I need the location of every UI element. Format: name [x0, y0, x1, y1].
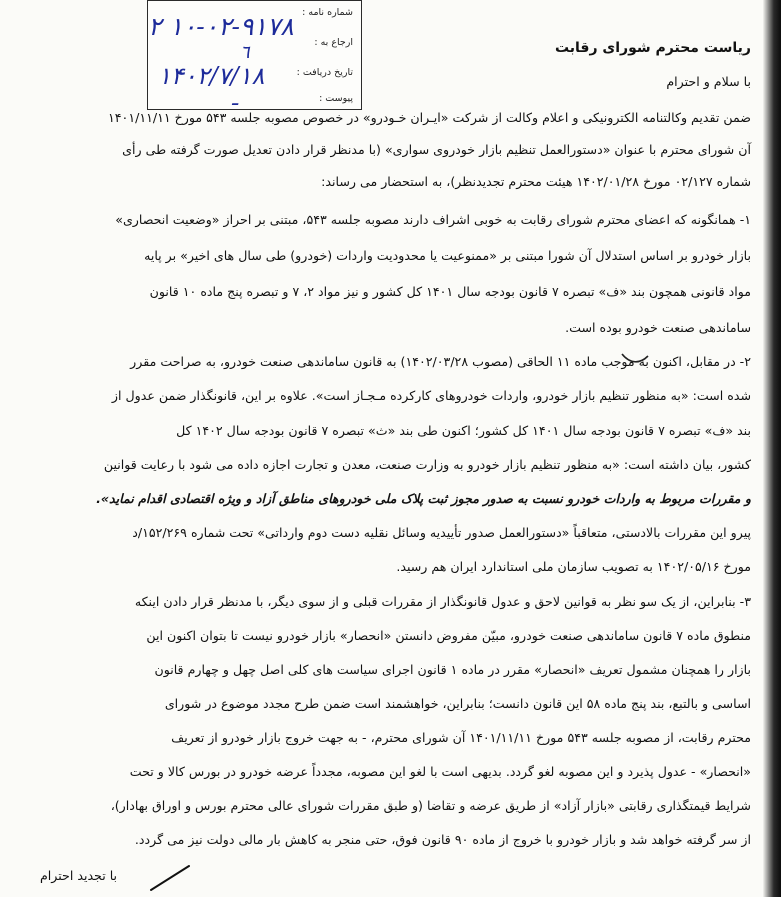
para3-line-5: محترم رقابت، از مصوبه جلسه ۵۴۳ مورخ ۱۴۰۱/۱۱/۱۱ آن شورای محترم، - به جهت خروج بازار خودرو از تعریف	[171, 730, 751, 745]
para3-line-7: شرایط قیمتگذاری رقابتی «بازار آزاد» از طریق عرضه و تقاضا (و طبق مقررات شورای عالی محترم بورس و اوراق بهادار)،	[110, 798, 751, 813]
scan-edge	[763, 0, 781, 897]
para3-line-4: اساسی و بالتبع، بند پنج ماده ۵۸ این قانون دانست؛ بنابراین، خواهشمند است ضمن طرح مجدد موضوع در شورای	[164, 696, 751, 711]
intro-line-2: آن شورای محترم با عنوان «دستورالعمل تنظیم بازار خودروی سواری» (با مدنظر قرار دادن تعدیل صورت گرفته طی رأی	[122, 142, 751, 157]
para2-line-1: ۲- در مقابل، اکنون به موجب ماده ۱۱ الحاقی (مصوب ۱۴۰۲/۰۳/۲۸) به قانون ساماندهی صنعت خودرو، به صراحت مقرر	[130, 354, 751, 369]
para2-line-2: شده است: «به منظور تنظیم بازار خودرو، واردات خودروهای کارکرده مـجـاز است». علاوه بر این، قانونگذار ضمن عدول از	[111, 388, 751, 403]
stamp-label-number: شماره نامه :	[302, 7, 353, 18]
stamp-label-attachment: پیوست :	[319, 93, 353, 104]
intro-line-1: ضمن تقدیم وکالتنامه الکترونیکی و اعلام وکالت از شرکت «ایـران خـودرو» در خصوص مصوبه جلسه ۵۴۳ مورخ ۱۴۰۱/۱۱/۱۱	[108, 110, 751, 125]
closing-line: با تجدید احترام	[40, 868, 118, 883]
margin-tick-mark	[620, 352, 650, 368]
para2-line-5: و مقررات مربوط به واردات خودرو نسبت به صدور مجوز ثبت پلاک ملی خودروهای مناطق آزاد و ویژه اقتصادی اقدام نماید».	[96, 491, 751, 506]
para1-line-1: ۱- همانگونه که اعضای محترم شورای رقابت به خوبی اشراف دارند مصوبه جلسه ۵۴۳، مبتنی بر احراز «وضعیت انحصاری»	[115, 212, 751, 227]
signature-stroke	[145, 862, 195, 892]
para2-line-6: پیرو این مقررات بالادستی، متعاقباً «دستورالعمل صدور تأییدیه وسائل نقلیه دست دوم وارداتی» تحت شماره ۱۵۲/۲۶۹/د	[132, 525, 751, 540]
recipient-line: ریاست محترم شورای رقابت	[554, 40, 751, 56]
handwritten-letter-number: ۲ ۱۰-۰۲-۹۱۷۸	[148, 12, 294, 41]
para1-line-4: ساماندهی صنعت خودرو بوده است.	[565, 320, 751, 335]
intro-line-3: شماره ۰۲/۱۲۷ مورخ ۱۴۰۲/۰۱/۲۸ هیئت محترم تجدیدنظر)، به استحضار می رساند:	[321, 174, 751, 189]
para3-line-2: منطوق ماده ۷ قانون ساماندهی صنعت خودرو، مبیّن مفروض دانستن «انحصار» بازار خودرو نیست تا بتوان اکنون این	[146, 628, 751, 643]
para2-line-7: مورخ ۱۴۰۲/۰۵/۱۶ به تصویب سازمان ملی استاندارد ایران هم رسید.	[396, 559, 751, 574]
para3-line-1: ۳- بنابراین، از یک سو نظر به قوانین لاحق و عدول قانونگذار از مقررات قبلی و از سوی دیگر، با مدنظر قرار دادن اینکه	[134, 594, 751, 609]
para1-line-3: مواد قانونی همچون بند «ف» تبصره ۷ قانون بودجه سال ۱۴۰۱ کل کشور و نیز مواد ۲، ۷ و تبصره پنج ماده ۱۰ قانون	[149, 284, 751, 299]
greeting-line: با سلام و احترام	[666, 74, 751, 89]
handwritten-reference: ٦	[240, 42, 250, 63]
handwritten-attachment: ـ	[232, 86, 238, 110]
para3-line-3: بازار را همچنان مشمول تعریف «انحصار» مقرر در ماده ۱ قانون اجرای سیاست های کلی اصل چهل و چهارم قانون	[154, 662, 751, 677]
para3-line-8: از سر گرفته خواهد شد و بازار خودرو با خروج از ماده ۹۰ قانون فوق، حتی منجر به کاهش بار مالی دولت نیز می گردد.	[134, 832, 751, 847]
para2-line-4: کشور، بیان داشته است: «به منظور تنظیم بازار خودرو به وزارت صنعت، معدن و تجارت اجازه داده می شود با رعایت قوانین	[103, 457, 751, 472]
stamp-label-received: تاریخ دریافت :	[296, 67, 353, 78]
handwritten-received-date: ۱۴۰۲/۷/۱۸	[158, 62, 265, 90]
para1-line-2: بازار خودرو بر اساس استدلال آن شورا مبتنی بر «ممنوعیت یا محدودیت واردات (خودرو) طی سال های اخیر» بر پایه	[144, 248, 751, 263]
para3-line-6: «انحصار» - عدول پذیرد و این مصوبه لغو گردد. بدیهی است با لغو این مصوبه، مجدداً عرضه خودرو در بورس کالا و تحت	[129, 764, 751, 779]
stamp-label-reference: ارجاع به :	[314, 37, 353, 48]
para2-line-3: بند «ف» تبصره ۷ قانون بودجه سال ۱۴۰۱ کل کشور؛ اکنون طی بند «ث» تبصره ۷ قانون بودجه سال ۱۴۰۲ کل	[176, 423, 751, 438]
